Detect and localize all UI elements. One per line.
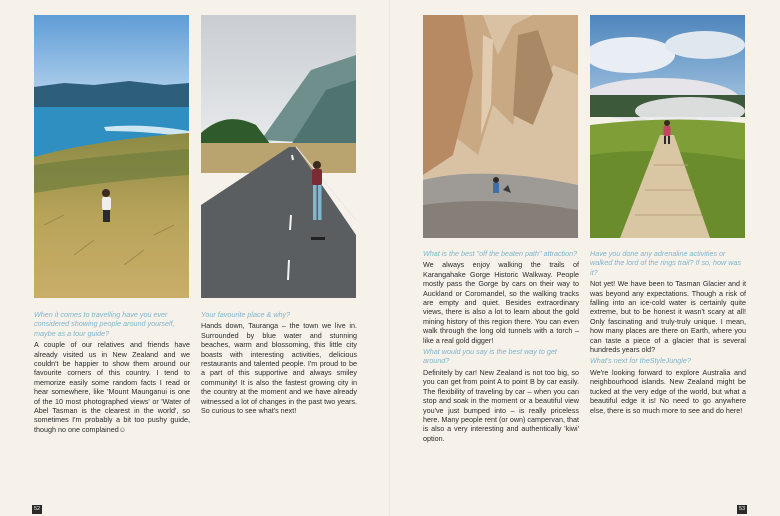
answer-whats-next: We're looking forward to explore Australia and neighbourhood islands. New Zealand might be tucked at the very edge of the world, but what a beautiful edge it is! No need to go anywhere else, there is so much more to see and do here! [590,367,746,415]
answer-tour-guide: A couple of our relatives and friends have already visited us in New Zealand and we couldn't be happier to show them around our favourite corners of this country. I tend to memorize easily some random facts I read or hear somewhere, like 'Mount Maunganui is one of the 10 most photographed views' or 'Water of Abel Tasman is the clearest in the world', so sometimes I'm probably a bit too pushy guide, though no one complained☺ [34,340,190,434]
right-page [390,0,780,516]
question-get-around: What would you say is the best way to get around? [423,347,557,366]
left-column-2 [201,310,357,417]
photo-longboard-road [201,15,356,298]
page-number-right: 53 [738,506,746,512]
photo-clay-cliffs [423,15,578,238]
question-off-beaten-path: What is the best "off the beaten path" attraction? [423,249,578,258]
photo-geothermal-boardwalk [590,15,745,238]
answer-get-around: Definitely by car! New Zealand is not too big, so you can get from point A to point B by car easily. The flexibility of traveling by car – when you can stop and soak in the moment or a beautiful view you've just bumped into – is really priceless here. Many people rent (or own) campervan, that is also a very interesting and authentically 'kiwi' option. [423,367,579,443]
page-number-left: 52 [33,506,41,512]
answer-off-beaten-path: We always enjoy walking the trails of Karangahake Gorge Historic Walkway. People mostly pass the Gorge by cars on their way to Auckland or Coromandel, so the walking tracks are empty and quiet. Besides extraordinary views, there is also a lot to learn about the gold mining history of this region there. You can even walk through the long old tunnels with a torch – like a real gold digger! [423,260,579,345]
question-adrenaline: Have you done any adrenaline activities or walked the lord of the rings trail? If so, how was it? [590,249,742,277]
photo-coastal-hillside [34,15,189,298]
question-favourite-place: Your favourite place & why? [201,310,291,319]
left-column-1 [34,310,190,436]
answer-adrenaline: Not yet! We have been to Tasman Glacier and it was beyond any expectations. Though a risk of falling into an ice-cold water is certainly quite extreme, but to be honest it wasn't scary at all! Only fascinating and truly-truly unique. I mean, how many places are there on Earth, where you can taste a piece of a glacier that is several hundreds years old? [590,279,746,355]
answer-favourite-place: Hands down, Tauranga – the town we live in. Surrounded by blue water and stunning beaches, warm and blossoming, this little city boasts with interesting activities, delicious restaurants and talented people. I'm proud to be a part of this supportive and always smiley community! It is also the fastest growing city in the country at the moment and we have already witnessed a lot of changes in the past two years. So curious to see what's next! [201,321,357,416]
right-column-2 [590,249,746,417]
question-whats-next: What's next for theStyleJungle? [590,356,691,366]
right-column-1 [423,249,579,445]
question-tour-guide: When it comes to travelling have you ever considered showing people around yourself, maybe as a tour guide? [34,310,175,338]
